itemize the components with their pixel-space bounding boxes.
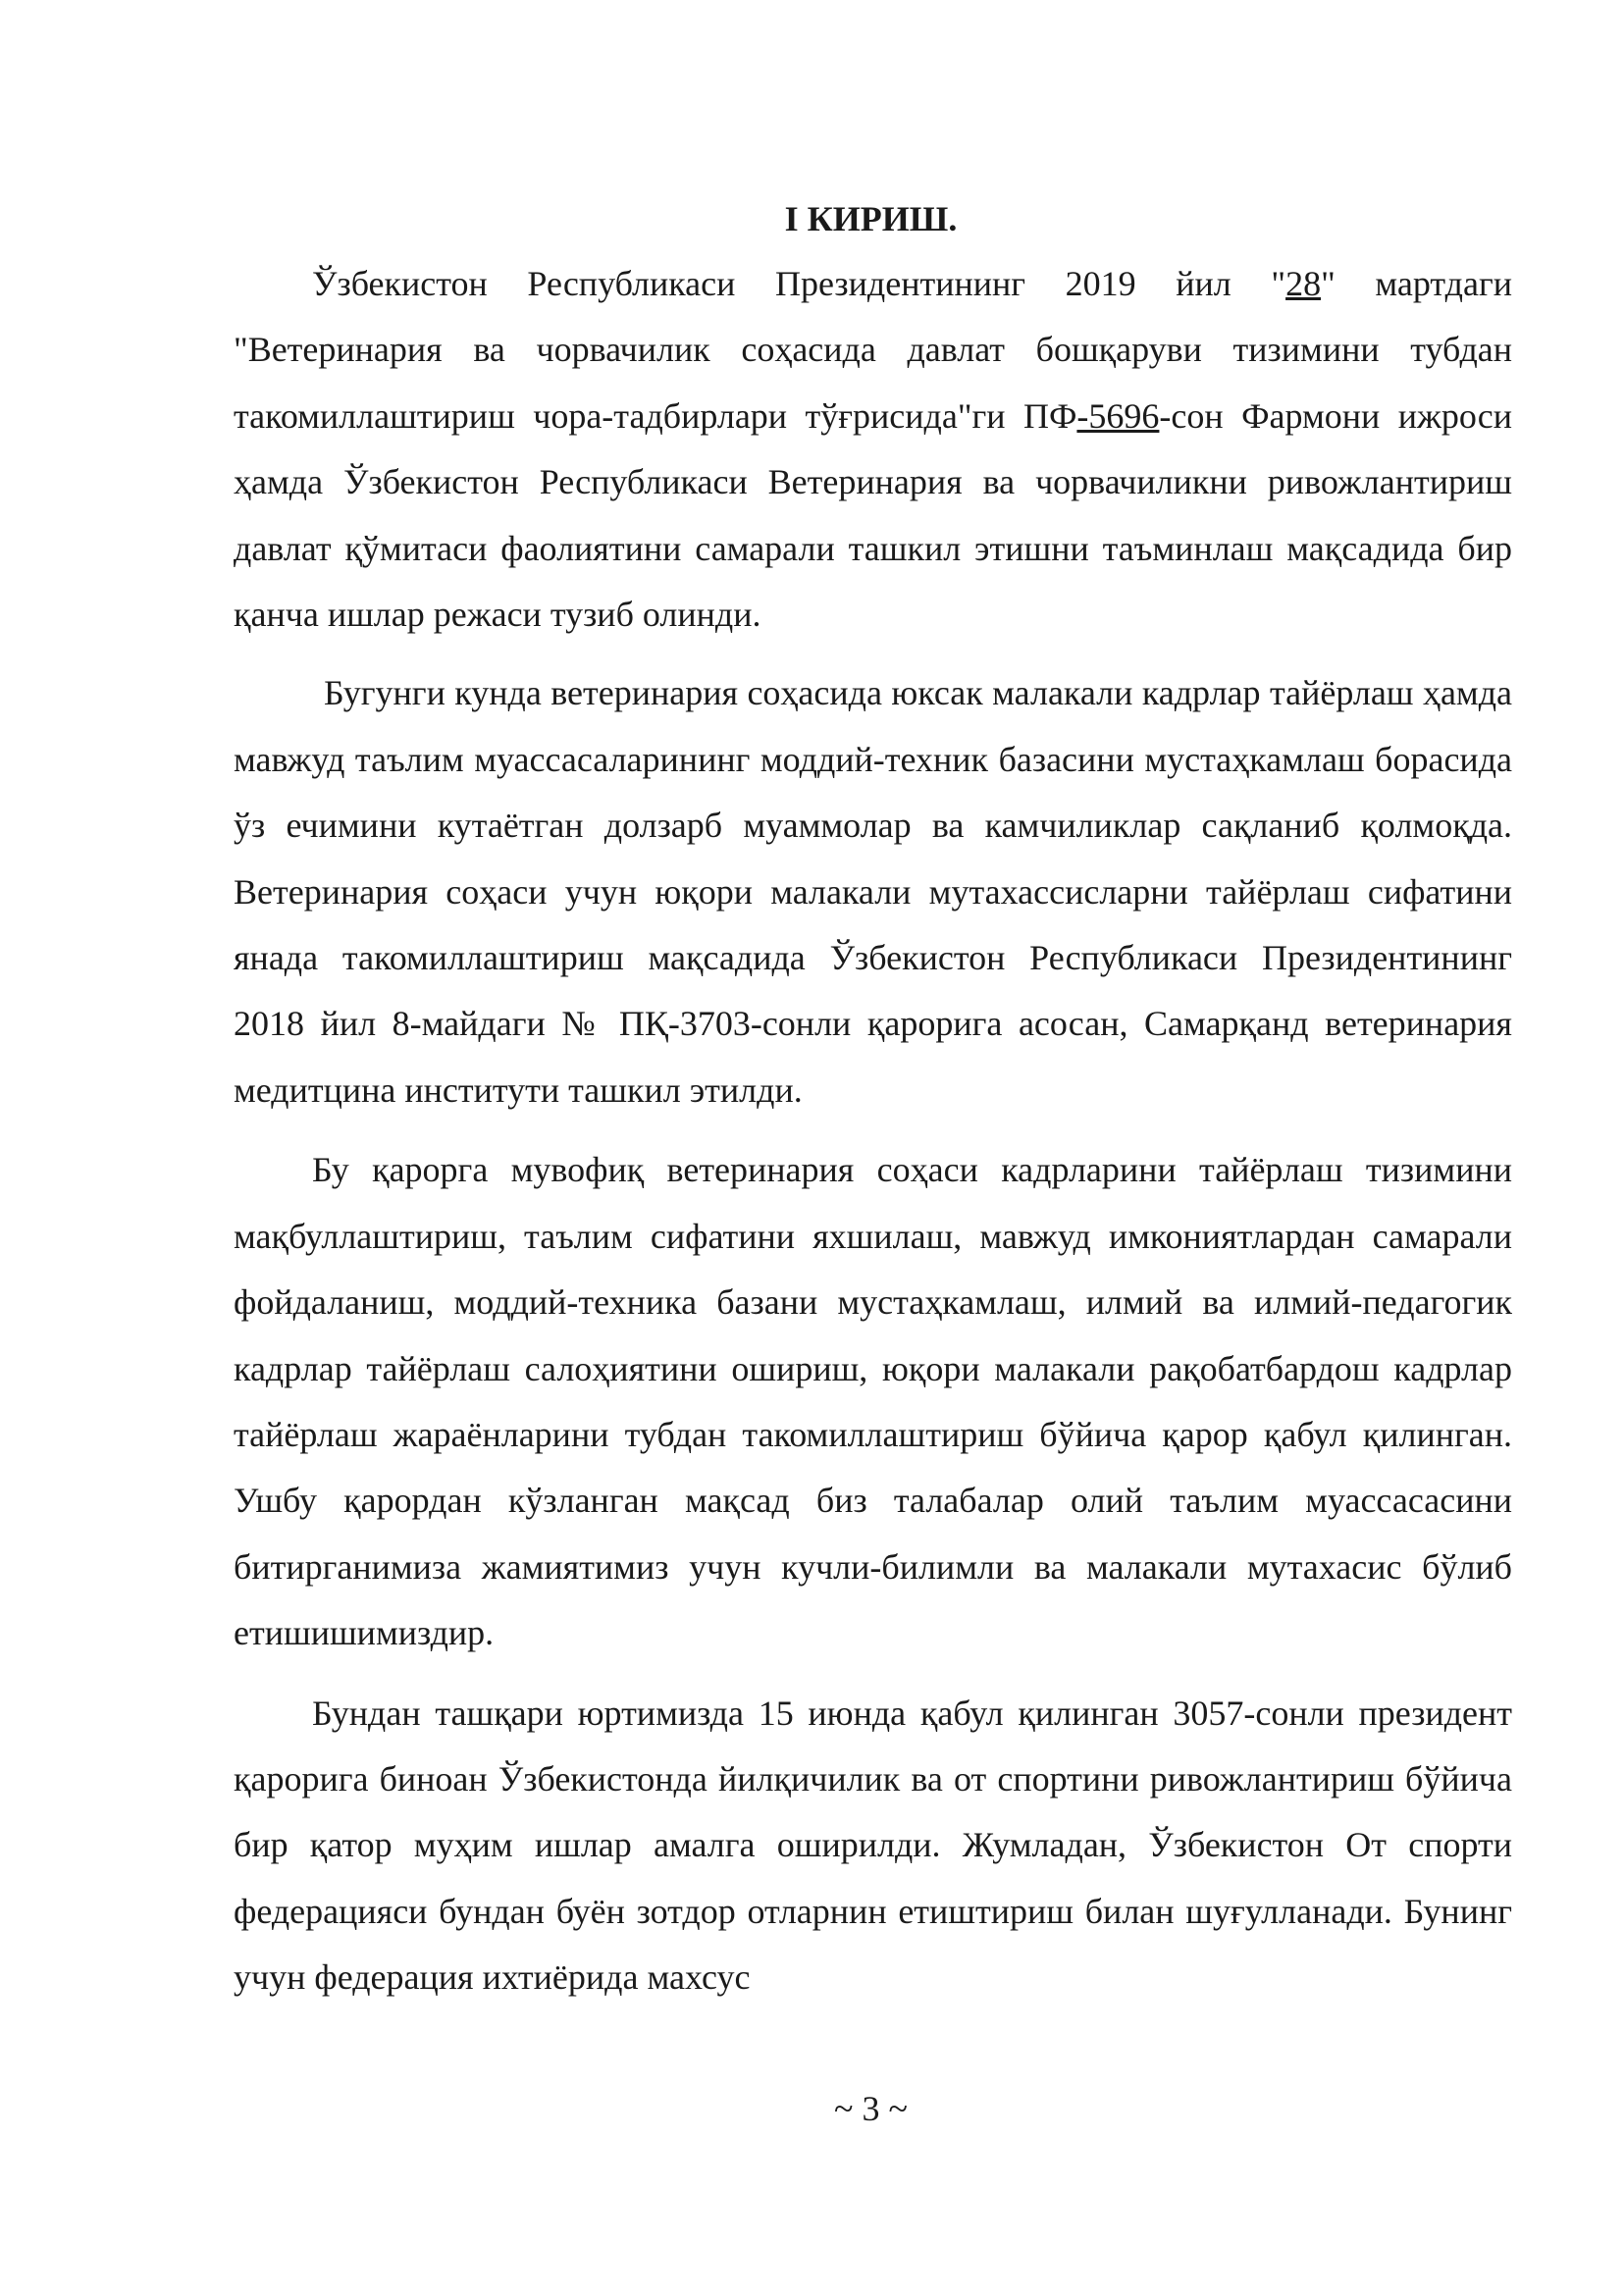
paragraph-decree: [234, 251, 1512, 648]
paragraph-decree-part-b: " мартдаги "Ветеринария ва чорвачилик соҳасида давлат бошқаруви тизимини тубдан такомиллаштириш чора-тадбирлари тўғрисида"ги ПФ: [234, 264, 1512, 436]
paragraph-decree-part-a: Ўзбекистон Республикаси Президентининг 2019 йил ": [312, 264, 1286, 303]
page-number: ~ 3 ~: [834, 2089, 908, 2128]
decree-number: -5696: [1076, 395, 1160, 436]
body-text: [234, 251, 1512, 2011]
section-heading: I КИРИШ.: [784, 199, 958, 238]
decree-day: 28: [1285, 264, 1322, 303]
paragraph-resolution: Бу қарорга мувофиқ ветеринария соҳаси кадрларини тайёрлаш тизимини мақбуллаштириш, таълим сифатини яхшилаш, мавжуд имкониятлардан самарали фойдаланиш, моддий-техника базани мустаҳкамлаш, илмий ва илмий-педагогик кадрлар тайёрлаш салоҳиятини ошириш, юқори малакали рақобатбардош кадрлар тайёрлаш жараёнларини тубдан такомиллаштириш бўйича қарор қабул қилинган. Ушбу қарордан кўзланган мақсад биз талабалар олий таълим муассасасини битирганимиза жамиятимиз учун кучли-билимли ва малакали мутахасис бўлиб етишишимиздир.: [234, 1150, 1512, 1653]
paragraph-decree-part-c: -сон Фармони ижроси ҳамда Ўзбекистон Республикаси Ветеринария ва чорвачиликни ривожлантириш давлат қўмитаси фаолиятини самарали ташкил этишни таъминлаш мақсадида бир қанча ишлар режаси тузиб олинди.: [234, 395, 1512, 635]
paragraph-horse-breeding: Бундан ташқари юртимизда 15 июнда қабул қилинган 3057-сонли президент қарорига биноан Ўзбекистонда йилқичилик ва от спортини ривожлантириш бўйича бир қатор муҳим ишлар амалга оширилди. Жумладан, Ўзбекистон От спорти федерацияси бундан буён зотдор отларнин етиштириш билан шуғулланади. Бунинг учун федерация ихтиёрида махсус: [234, 1693, 1512, 1998]
paragraph-institute: Бугунги кунда ветеринария соҳасида юксак малакали кадрлар тайёрлаш ҳамда мавжуд таълим муассасаларининг моддий-техник базасини мустаҳкамлаш борасида ўз ечимини кутаётган долзарб муаммолар ва камчиликлар сақланиб қолмоқда. Ветеринария соҳаси учун юқори малакали мутахассисларни тайёрлаш сифатини янада такомиллаштириш мақсадида Ўзбекистон Республикаси Президентининг 2018 йил 8-майдаги № ПҚ-3703-сонли қарорига асосан, Самарқанд ветеринария медитцина институти ташкил этилди.: [234, 673, 1512, 1110]
